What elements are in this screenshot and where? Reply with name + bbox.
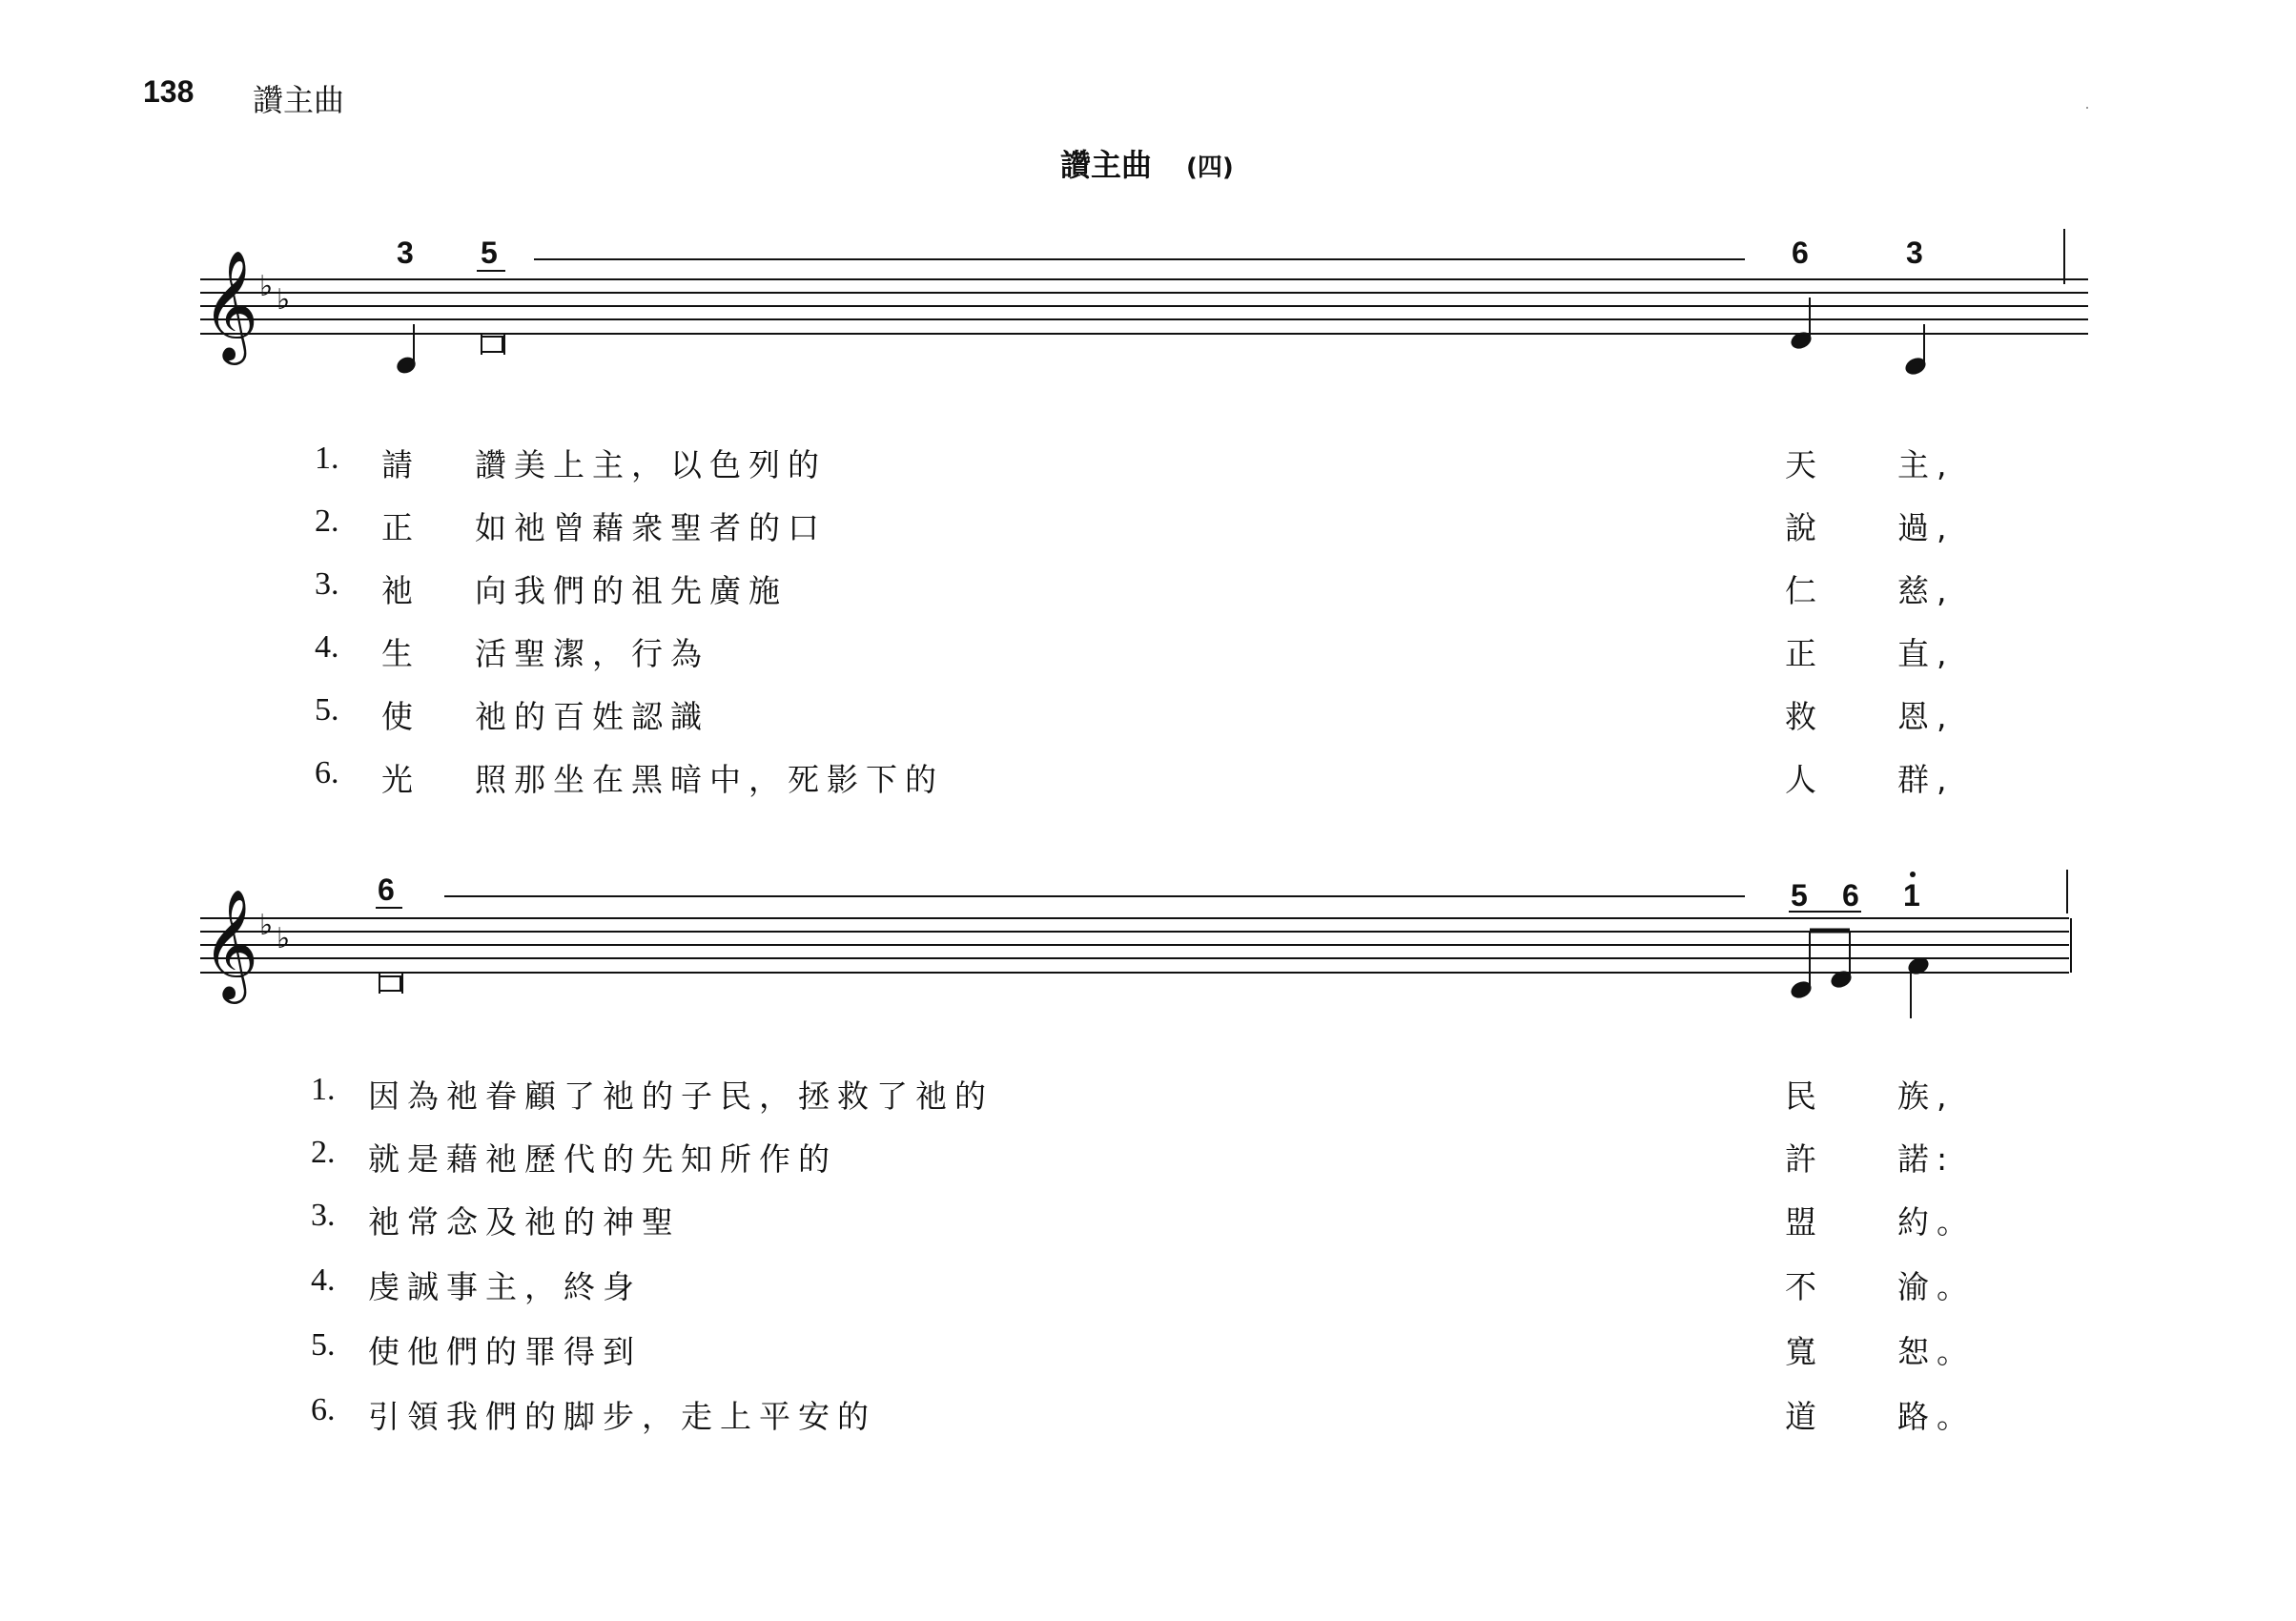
svg-text:♭: ♭ [277, 283, 291, 317]
verse-ending-syllable: 恩, [1897, 698, 1955, 735]
jianpu-digit: 6 [1842, 878, 1859, 913]
verse-text: 活聖潔，行為 [475, 635, 709, 672]
verse-text: 祂的百姓認識 [475, 698, 709, 735]
verse-text: 引領我們的脚步，走上平安的 [368, 1398, 876, 1435]
verse-line [0, 1327, 2296, 1385]
verse-text: 讚美上主，以色列的 [475, 446, 827, 483]
verse-text: 照那坐在黑暗中，死影下的 [475, 761, 944, 798]
verse-number: 3. [311, 1198, 336, 1233]
verse-ending-syllable: 過, [1897, 509, 1955, 546]
verse-ending-syllable: 主, [1897, 446, 1955, 483]
verse-first-syllable: 使 [381, 698, 420, 735]
verse-ending-syllable: 天 [1785, 446, 1824, 483]
svg-text:♭: ♭ [259, 909, 274, 942]
verse-line [0, 1392, 2296, 1449]
verse-line [0, 1135, 2296, 1192]
page-number: 138 [143, 74, 195, 109]
verse-line [0, 566, 2296, 624]
verse-text: 虔誠事主，終身 [368, 1268, 642, 1305]
verse-line [0, 1262, 2296, 1320]
scan-speck [2086, 107, 2088, 109]
breve-note [379, 976, 400, 991]
verse-text: 如祂曾藉衆聖者的口 [475, 509, 827, 546]
jianpu-digit: 6 [378, 872, 395, 907]
verse-ending-syllable: 道 [1785, 1398, 1824, 1435]
svg-text:♭: ♭ [277, 922, 291, 955]
treble-clef-icon [202, 249, 258, 365]
treble-clef-icon [202, 888, 258, 1004]
verse-first-syllable: 正 [381, 509, 420, 546]
verse-line [0, 692, 2296, 749]
verse-text: 祂常念及祂的神聖 [368, 1203, 681, 1241]
verse-number: 6. [315, 755, 339, 790]
verse-number: 3. [315, 566, 339, 602]
verse-text: 就是藉祂歷代的先知所作的 [368, 1140, 837, 1178]
verse-text: 向我們的祖先廣施 [475, 572, 788, 609]
jianpu-digit: 3 [397, 236, 414, 270]
jianpu-digit: 5 [481, 236, 498, 270]
verse-ending-syllable: 人 [1785, 761, 1824, 798]
verse-ending-syllable: 正 [1785, 635, 1824, 672]
verse-first-syllable: 光 [381, 761, 420, 798]
running-title: 讚主曲 [253, 82, 345, 118]
hymn-title-number: (四) [1186, 154, 1234, 182]
verse-ending-syllable: 恕。 [1897, 1333, 1976, 1370]
hymn-title [1060, 141, 1234, 185]
verse-line [0, 1198, 2296, 1255]
hymn-title-main: 讚主曲 [1060, 147, 1153, 183]
verse-number: 2. [315, 503, 339, 539]
verse-number: 2. [311, 1135, 336, 1170]
verse-number: 4. [315, 629, 339, 665]
verse-ending-syllable: 民 [1785, 1077, 1824, 1115]
verse-ending-syllable: 不 [1785, 1268, 1824, 1305]
verse-ending-syllable: 許 [1785, 1140, 1824, 1178]
svg-text:𝄞: 𝄞 [202, 249, 259, 360]
verse-ending-syllable: 救 [1785, 698, 1824, 735]
verse-ending-syllable: 仁 [1785, 572, 1824, 609]
verse-text: 使他們的罪得到 [368, 1333, 642, 1370]
verse-ending-syllable: 群, [1897, 761, 1955, 798]
verse-number: 4. [311, 1262, 336, 1298]
verse-first-syllable: 請 [381, 446, 420, 483]
verse-line [0, 441, 2296, 498]
verse-ending-syllable: 直, [1897, 635, 1955, 672]
verse-ending-syllable: 渝。 [1897, 1268, 1976, 1305]
verse-number: 1. [315, 441, 339, 476]
verse-line [0, 1072, 2296, 1129]
verse-number: 5. [315, 692, 339, 728]
jianpu-digit: 6 [1792, 236, 1809, 270]
verse-line [0, 755, 2296, 812]
jianpu-digit: 1 [1903, 878, 1920, 913]
staff-system-1 [0, 229, 2296, 391]
svg-text:𝄞: 𝄞 [202, 888, 259, 999]
verse-ending-syllable: 寬 [1785, 1333, 1824, 1370]
verse-ending-syllable: 路。 [1897, 1398, 1976, 1435]
breve-note [482, 337, 502, 352]
verse-ending-syllable: 諾: [1897, 1140, 1956, 1178]
verse-ending-syllable: 說 [1785, 509, 1824, 546]
verse-ending-syllable: 約。 [1897, 1203, 1976, 1241]
verse-number: 5. [311, 1327, 336, 1363]
high-octave-dot [1910, 872, 1916, 877]
verse-first-syllable: 祂 [381, 572, 420, 609]
verse-text: 因為祂眷顧了祂的子民，拯救了祂的 [368, 1077, 994, 1115]
staff-system-2 [0, 868, 2296, 1030]
jianpu-digit: 3 [1906, 236, 1923, 270]
verse-ending-syllable: 族, [1897, 1077, 1955, 1115]
svg-text:♭: ♭ [259, 270, 274, 303]
verse-ending-syllable: 盟 [1785, 1203, 1824, 1241]
verse-number: 1. [311, 1072, 336, 1107]
verse-first-syllable: 生 [381, 635, 420, 672]
jianpu-digit: 5 [1791, 878, 1808, 913]
verse-number: 6. [311, 1392, 336, 1427]
verse-line [0, 629, 2296, 687]
verse-ending-syllable: 慈, [1897, 572, 1955, 609]
verse-line [0, 503, 2296, 561]
